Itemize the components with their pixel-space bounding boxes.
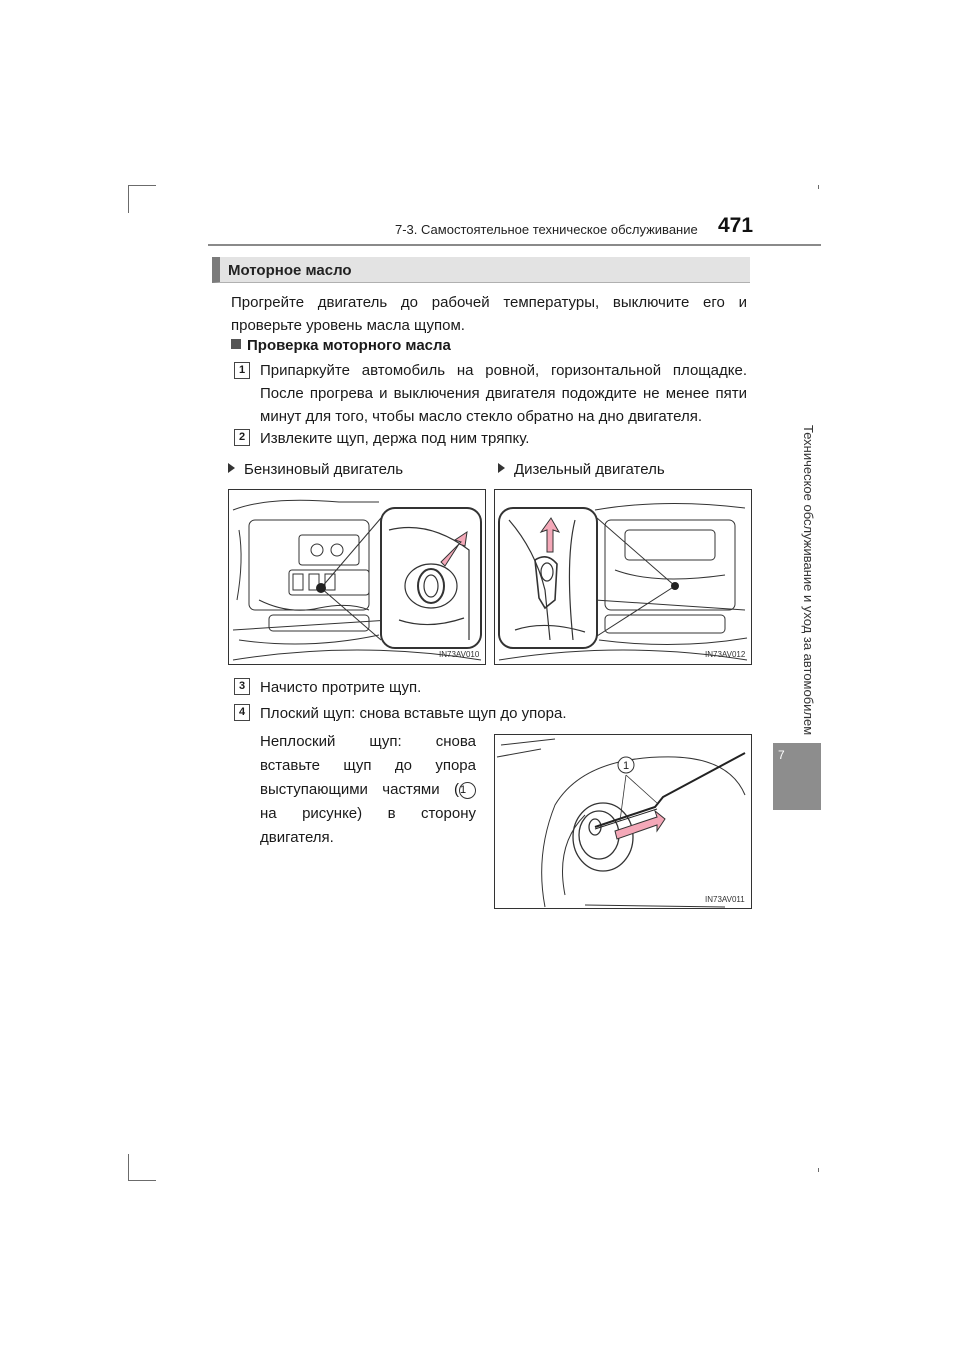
non-flat-dipstick-text [260, 730, 476, 850]
step-line: После прогрева и выключения двигателя подождите не менее пяти [260, 385, 747, 402]
callout-1-inline: 1 [459, 782, 476, 799]
chapter-side-title: Техническое обслуживание и уход за автомобилем [801, 425, 816, 736]
figure-code: IN73AV012 [705, 650, 746, 659]
dipstick-drawing [495, 735, 751, 908]
petrol-engine-illustration [228, 489, 486, 665]
step-line: Извлеките щуп, держа под ним тряпку. [260, 430, 530, 447]
diesel-engine-illustration [494, 489, 752, 665]
subheading [231, 337, 451, 354]
intro-paragraph [231, 291, 747, 337]
step-line: Начисто протрите щуп. [260, 679, 422, 696]
step-line: Припаркуйте автомобиль на ровной, горизонтальной площадке. [260, 362, 747, 379]
triangle-bullet-icon [228, 463, 235, 473]
text-line: выступающими частями (1 [260, 778, 476, 802]
step-3-text [260, 676, 747, 699]
page-number: 471 [718, 214, 754, 237]
callout-1-figure: 1 [622, 760, 630, 772]
step-line: Плоский щуп: снова вставьте щуп до упора. [260, 705, 567, 722]
step-1-text [260, 359, 747, 428]
petrol-engine-drawing [229, 490, 485, 664]
text-line: двигателя. [260, 829, 334, 846]
step-line: минут для того, чтобы масло стекло обратно на дно двигателя. [260, 408, 702, 425]
step-number-badge: 3 [234, 678, 250, 695]
petrol-engine-label [228, 458, 403, 481]
intro-line: проверьте уровень масла щупом. [231, 317, 465, 334]
step-number-badge: 1 [234, 362, 250, 379]
section-title: Моторное масло [228, 262, 352, 279]
text-line: Неплоский щуп: снова [260, 733, 476, 750]
intro-line: Прогрейте двигатель до рабочей температуры, выключите его и [231, 294, 747, 311]
diesel-engine-text: Дизельный двигатель [514, 461, 665, 478]
text-line: на рисунке) в сторону [260, 805, 476, 822]
diesel-engine-drawing [495, 490, 751, 664]
step-number-badge: 4 [234, 704, 250, 721]
step-2-text [260, 427, 747, 450]
step-number-badge: 2 [234, 429, 250, 446]
triangle-bullet-icon [498, 463, 505, 473]
figure-code: IN73AV011 [705, 895, 745, 904]
square-bullet-icon [231, 339, 241, 349]
text-line: вставьте щуп до упора [260, 757, 476, 774]
header-rule [208, 244, 821, 246]
header-section-label: 7-3. Самостоятельное техническое обслуживание [395, 222, 698, 237]
chapter-number: 7 [778, 748, 785, 762]
section-title-bar [212, 257, 750, 283]
subheading-text: Проверка моторного масла [247, 337, 451, 354]
dipstick-insertion-illustration [494, 734, 752, 909]
diesel-engine-label [498, 458, 665, 481]
figure-code: IN73AV010 [439, 650, 480, 659]
petrol-engine-text: Бензиновый двигатель [244, 461, 404, 478]
step-4-text [260, 702, 747, 725]
